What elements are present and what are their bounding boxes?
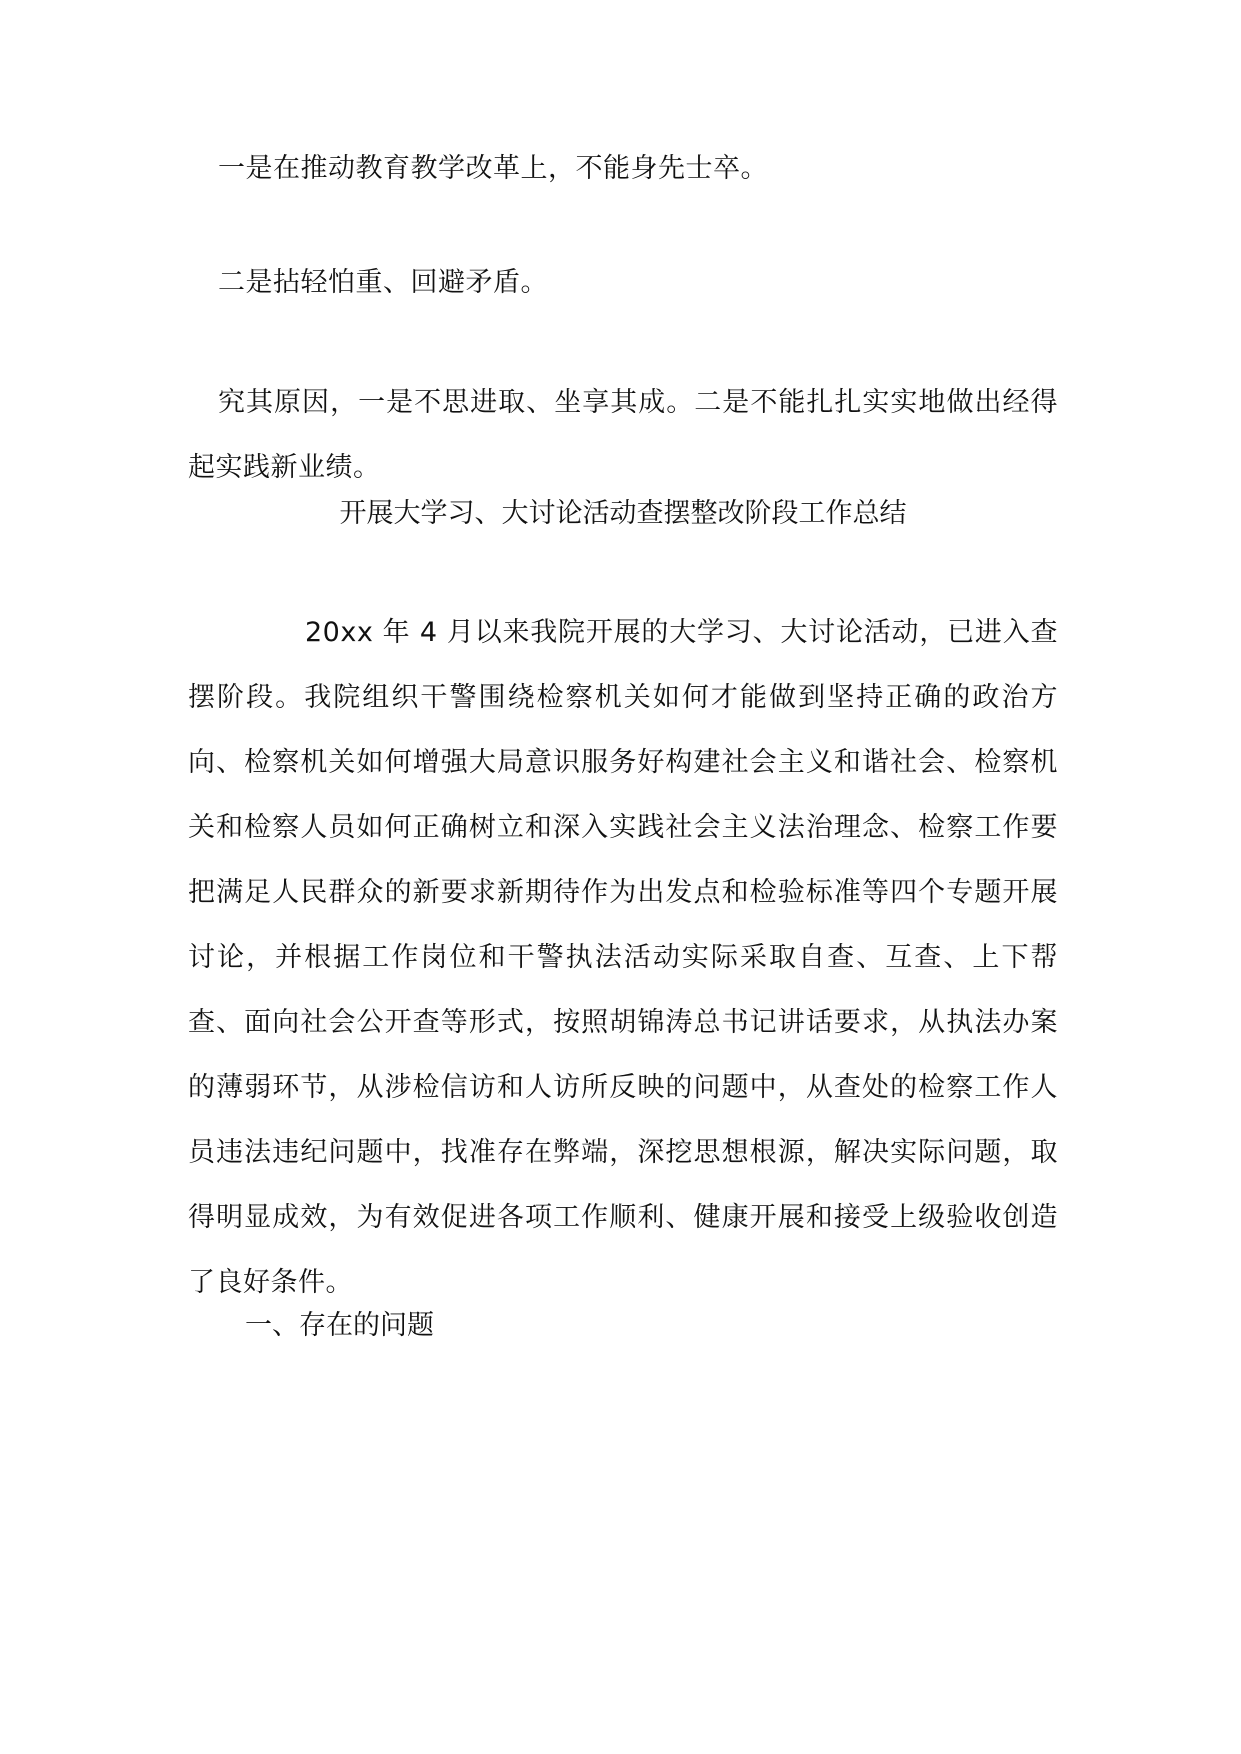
paragraph-1: 一是在推动教育教学改革上，不能身先士卒。 [218,153,768,184]
section-heading: 一、存在的问题 [245,1310,434,1341]
paragraph-2: 二是拈轻怕重、回避矛盾。 [218,267,548,298]
paragraph-3: 究其原因，一是不思进取、坐享其成。二是不能扎扎实实地做出经得起实践新业绩。 [188,387,1058,483]
body-paragraph: 20xx 年 4 月以来我院开展的大学习、大讨论活动，已进入查摆阶段。我院组织干警围绕检察机关如何才能做到坚持正确的政治方向、检察机关如何增强大局意识服务好构建社会主义和谐社会、检察机关和检察人员如何正确树立和深入实践社会主义法治理念、检察工作要把满足人民群众的新要求新期待作为出发点和检验标准等四个专题开展讨论，并根据工作岗位和干警执法活动实际采取自查、互查、上下帮查、面向社会公开查等形式，按照胡锦涛总书记讲话要求，从执法办案的薄弱环节，从涉检信访和人访所反映的问题中，从查处的检察工作人员违法违纪问题中，找准存在弊端，深挖思想根源，解决实际问题，取得明显成效，为有效促进各项工作顺利、健康开展和接受上级验收创造了良好条件。 [188,617,1058,1298]
document-title: 开展大学习、大讨论活动查摆整改阶段工作总结 [339,498,907,529]
